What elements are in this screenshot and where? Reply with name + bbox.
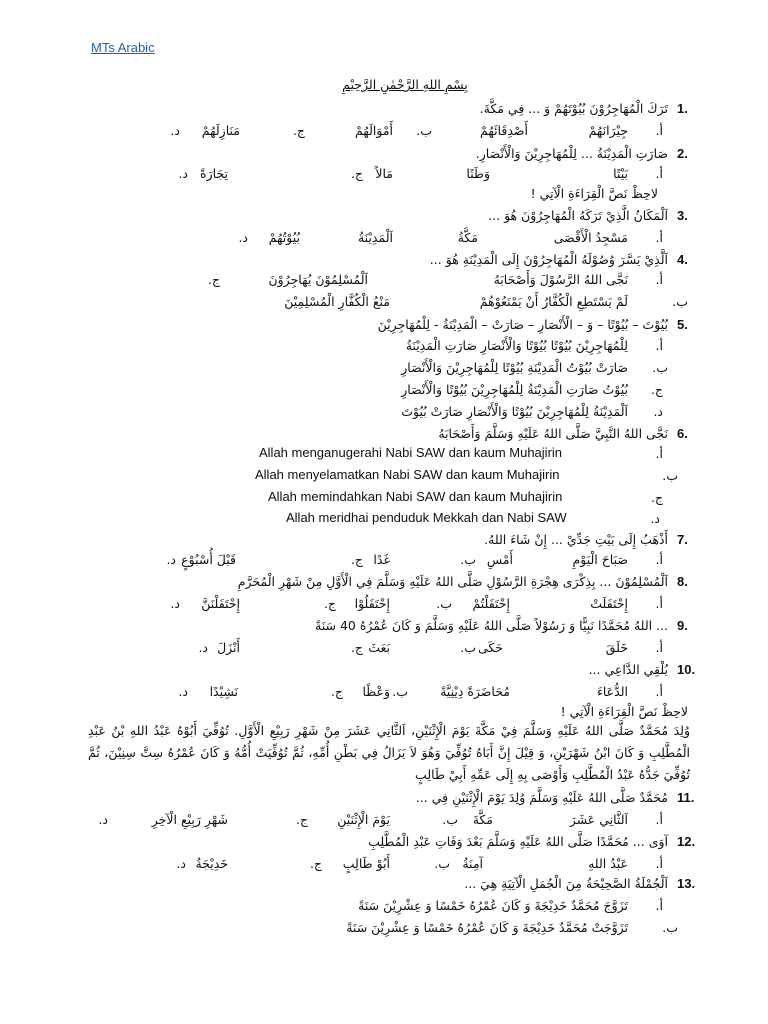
q6-d: Allah meridhai penduduk Mekkah dan Nabi SAW <box>286 510 567 525</box>
q5-stem: بُيُوْتَ – بُيُوْتًا – وَ – الْأَنْصَارِ – صَارَتْ – الْمَدِيْنَةُ - لِلْمُهَاجِرِيْنَ <box>377 317 668 332</box>
q1-b: أَصْدِقَائَهُمْ <box>480 123 528 138</box>
q12-a-marker: أ. <box>655 856 663 871</box>
q5-c-marker: ج. <box>650 382 663 397</box>
q2-d: تِجَارَةً <box>200 166 228 181</box>
q8-number: 8. <box>677 574 688 589</box>
q12-d: خَدِيْجَةُ <box>195 856 228 871</box>
q5-number: 5. <box>677 317 688 332</box>
q5-c: بُيُوْتُ صَارَتِ الْمَدِيْنَةُ لِلْمُهَاجِرِيْنَ بُيُوْتًا وَالْأَنْصَارِ <box>401 382 628 397</box>
q2-c: مَالاً <box>375 166 393 181</box>
q11-c: يَوْمَ الْإِثْنَيْنِ <box>337 812 390 827</box>
q7-number: 7. <box>677 532 688 547</box>
q6-c-marker: ج. <box>650 490 663 505</box>
q6-stem: نَجَّى اللهُ النَّبِيَّ صَلَّى اللهُ عَلَيْهِ وَسَلَّمَ وَأَصْحَابَهُ <box>438 426 668 441</box>
q10-a: الدُّعَاءَ <box>597 684 628 699</box>
q13-b: تَزَوَّجَتْ مُحَمَّدٌ خَدِيْجَةَ وَ كَانَ عُمْرُهُ خَمْسًا وَ عِشْرِيْنَ سَنَةً <box>346 920 628 935</box>
q13-a: تَزَوَّجَ مُحَمَّدٌ خَدِيْجَةَ وَ كَانَ عُمْرُهُ خَمْسًا وَ عِشْرِيْنَ سَنَةً <box>358 898 628 913</box>
q9-d-marker: د. <box>198 640 208 655</box>
q3-number: 3. <box>677 208 688 223</box>
q6-number: 6. <box>677 426 688 441</box>
q7-d-marker: د. <box>166 552 176 567</box>
q5-b: صَارَتْ بُيُوْتُ الْمَدِيْنَةِ بُيُوْتًا لِلْمُهَاجِرِيْنَ وَالْأَنْصَارِ <box>401 360 628 375</box>
q4-c: اَلْمُسْلِمُوْنَ يُهَاجِرُوْنَ <box>268 272 368 287</box>
q8-a-marker: أ. <box>655 596 663 611</box>
q5-b-marker: ب. <box>652 360 668 375</box>
q12-b: آمِنَةُ <box>462 856 483 871</box>
q2-number: 2. <box>677 146 688 161</box>
q8-c: إِحْتَفَلُوْا <box>354 596 390 611</box>
q8-b-marker: ب. <box>436 596 452 611</box>
q7-a: صَبَاحَ الْيَوْمِ <box>572 552 628 567</box>
q9-c: بَعَثَ <box>368 640 390 655</box>
q10-c: وَعْظًا <box>362 684 390 699</box>
q4-stem: اَلَّذِيْ يَسَّرَ وُصُوْلَهُ الْمُهَاجِرُوْنَ إِلَى الْمَدِيْنَةِ هُوَ ... <box>429 252 668 267</box>
q10-b-marker: ب. <box>392 684 408 699</box>
q4-number: 4. <box>677 252 688 267</box>
q2-b: وَطَنًا <box>466 166 490 181</box>
q11-stem: مُحَمَّدٌ صَلَّى اللهُ عَلَيْهِ وَسَلَّمَ وُلِدَ يَوْمَ الْإِثْنَيْنِ فِي ... <box>415 790 668 805</box>
q10-b: مُحَاضَرَةً دِيْنِيَّةً <box>440 684 510 699</box>
q1-a: جِيْرَانَهُمْ <box>588 123 628 138</box>
q4-b: لَمْ يَسْتَطِعِ الْكُفَّارُ أَنْ يَمْنَعُوْهُمْ <box>479 294 628 309</box>
q6-b-marker: ب. <box>662 468 678 483</box>
q6-a-marker: أ. <box>655 446 663 461</box>
q10-c-marker: ج. <box>330 684 343 699</box>
instruction-2: لاحِظْ نَصَّ الْقِرَاءَةِ الْآتِي ! <box>560 704 688 719</box>
q7-a-marker: أ. <box>655 552 663 567</box>
q11-d: شَهْرِ رَبِيْعِ الْآخِرِ <box>151 812 228 827</box>
q6-c: Allah memindahkan Nabi SAW dan kaum Muhajirin <box>268 489 563 504</box>
q2-stem: صَارَتِ الْمَدِيْنَةُ ... لِلْمُهَاجِرِيْنَ وَالْأَنْصَارِ. <box>475 146 668 161</box>
q4-b-marker: ب. <box>672 294 688 309</box>
q1-a-marker: أ. <box>655 123 663 138</box>
q5-d: اَلْمَدِيْنَةُ لِلْمُهَاجِرِيْنَ بُيُوْتًا وَالْأَنْصَارِ صَارَتْ بُيُوْتَ <box>401 404 628 419</box>
q9-a-marker: أ. <box>655 640 663 655</box>
q10-stem: يُلْقِي الدَّاعِي ... <box>588 662 668 677</box>
q11-a: اَلثَّانِي عَشَرَ <box>569 812 628 827</box>
q12-number: 12. <box>677 834 696 849</box>
q11-b-marker: ب. <box>442 812 458 827</box>
q7-d: قَبْلَ أُسْبُوْعٍ <box>181 552 236 567</box>
q6-d-marker: د. <box>650 511 660 526</box>
q13-number: 13. <box>677 876 696 891</box>
q12-c: أَبُوْ طَالِبٍ <box>342 856 390 871</box>
q6-b: Allah menyelamatkan Nabi SAW dan kaum Muhajirin <box>255 467 560 482</box>
q9-stem: ... اللهُ مُحَمَّدًا نَبِيًّا وَ رَسُوْلاً صَلَّى اللهُ عَلَيْهِ وَسَلَّمَ وَ كَانَ عُمْرُهُ 40 سَنَةً <box>315 618 668 633</box>
q11-d-marker: د. <box>98 812 108 827</box>
q5-d-marker: د. <box>653 404 663 419</box>
q12-c-marker: ج. <box>309 856 322 871</box>
q11-number: 11. <box>677 790 695 805</box>
reading-passage: وُلِدَ مُحَمَّدٌ صَلَّى اللهُ عَلَيْهِ وَسَلَّمَ فِيْ مَكَّةَ يَوْمَ الْإِثْنَيْنِ، اَلثَّانِي عَشَرَ مِنْ شَهْرِ رَبِيْعِ الْأَوَّلِ. تُوُفِّيَ أَبُوْهُ عَبْدُ اللهِ بْنُ عَبْدِ الْمُطَّلِبِ وَ كَانَ ابْنُ شَهْرَيْنِ، وَ قِيْلَ إِنَّ أَبَاهُ تُوُفِّيَ وَهُوَ لاَ يَزَالُ فِي بَطْنِ أُمِّهِ، ثُمَّ تُوُفِّيَتْ أُمُّهُ وَ كَانَ عُمْرُهُ سِتَّ سِنِيْنَ، ثُمَّ تُوُفِّيَ جَدُّهُ عَبْدُ الْمُطَّلِبِ وَأَوْصَى بِهِ إِلَى عَمِّهِ أَبِيْ طَالِبٍ <box>88 723 690 782</box>
q3-d: بُيُوْتُهُمْ <box>268 230 300 245</box>
q2-d-marker: د. <box>178 166 188 181</box>
q3-stem: اَلْمَكَانُ الَّذِيْ تَرَكَهُ الْمُهَاجِرُوْنَ هُوَ ... <box>488 208 668 223</box>
q1-d: مَنَازِلَهُمْ <box>201 123 240 138</box>
q10-number: 10. <box>677 662 696 677</box>
q8-a: إِحْتَفَلَتْ <box>590 596 628 611</box>
q7-b-marker: ب. <box>460 552 476 567</box>
q6-a: Allah menganugerahi Nabi SAW dan kaum Muhajirin <box>259 445 563 460</box>
q5-a: لِلْمُهَاجِرِيْنَ بُيُوْتًا بُيُوْتًا وَالْأَنْصَارِ صَارَتِ الْمَدِيْنَةُ <box>405 338 628 353</box>
q2-c-marker: ج. <box>350 166 363 181</box>
q7-b: أَمْسِ <box>486 552 513 567</box>
q7-c-marker: ج. <box>350 552 363 567</box>
q2-a: بَيْتًا <box>613 166 628 181</box>
q1-c-marker: ج. <box>292 123 305 138</box>
q4-a: نَجَّى اللهُ الرَّسُوْلَ وَأَصْحَابَهُ <box>493 272 628 287</box>
instruction-1: لاحِظْ نَصَّ الْقِرَاءَةِ الْآتِي ! <box>530 186 658 201</box>
q1-c: أَمْوَالَهُمْ <box>355 123 393 138</box>
q12-d-marker: د. <box>176 856 186 871</box>
q8-stem: اَلْمُسْلِمُوْنَ ... بِذِكْرَى هِجْرَةِ الرَّسُوْلِ صَلَّى اللهُ عَلَيْهِ وَسَلَّمَ فِي الْأَوَّلِ مِنْ شَهْرِ الْمُحَرَّمِ <box>237 574 668 589</box>
q11-b: مَكَّةَ <box>472 812 493 827</box>
q2-a-marker: أ. <box>655 166 663 181</box>
q3-a: مَسْجِدُ الْأَقْصَى <box>553 230 628 245</box>
q12-b-marker: ب. <box>434 856 450 871</box>
q12-a: عَبْدُ اللهِ <box>588 856 628 871</box>
q1-number: 1. <box>677 101 688 116</box>
q4-d: مَنْعُ الْكُفَّارِ الْمُسْلِمِيْنَ <box>284 294 390 309</box>
q13-a-marker: أ. <box>655 898 663 913</box>
q1-d-marker: د. <box>170 123 180 138</box>
q11-c-marker: ج. <box>295 812 308 827</box>
q3-d-marker: د. <box>238 230 248 245</box>
q8-d: إِحْتَفَلْنَنَّ <box>201 596 240 611</box>
q7-stem: أَذْهَبُ إِلَى بَيْتِ جَدِّيْ ... إِنْ شَاءَ اللهُ. <box>484 532 668 547</box>
q4-c-marker: ج. <box>207 272 220 287</box>
q10-a-marker: أ. <box>655 684 663 699</box>
q3-b: مَكَّةُ <box>457 230 478 245</box>
header-title-link[interactable]: MTs Arabic <box>91 40 155 55</box>
q9-number: 9. <box>677 618 688 633</box>
q11-a-marker: أ. <box>655 812 663 827</box>
q9-b-marker: ب. <box>460 640 476 655</box>
q10-d: نَشِيْدًا <box>209 684 238 699</box>
q10-d-marker: د. <box>178 684 188 699</box>
q13-b-marker: ب. <box>662 920 678 935</box>
q4-a-marker: أ. <box>655 272 663 287</box>
q5-a-marker: أ. <box>655 338 663 353</box>
q3-a-marker: أ. <box>655 230 663 245</box>
q8-b: إِحْتَفَلْتُمْ <box>472 596 510 611</box>
q9-d: أَنْزَلَ <box>217 640 240 655</box>
q9-a: خَلَقَ <box>605 640 628 655</box>
q1-stem: تَرَكَ الْمُهَاجِرُوْنَ بُيُوْتَهُمْ وَ ... فِي مَكَّةَ. <box>479 101 668 116</box>
q9-b: حَكَى <box>477 640 503 655</box>
q8-d-marker: د. <box>170 596 180 611</box>
q9-c-marker: ج. <box>350 640 363 655</box>
q7-c: غَدًا <box>373 552 390 567</box>
q3-c: اَلْمَدِيْنَةُ <box>357 230 393 245</box>
q8-c-marker: ج. <box>323 596 336 611</box>
basmala: بِسْمِ اللهِ الرَّحْمٰنِ الرَّحِيْمِ <box>342 77 468 92</box>
q1-b-marker: ب. <box>416 123 432 138</box>
q12-stem: آوَى ... مُحَمَّدًا صَلَّى اللهُ عَلَيْهِ وَسَلَّمَ بَعْدَ وَفَاتِ عَبْدِ الْمُطَّلِبِ <box>368 834 668 849</box>
q13-stem: اَلْجُمْلَةُ الصَّحِيْحَةُ مِنَ الْجُمَلِ الْآتِيَةِ هِيَ ... <box>464 876 668 891</box>
